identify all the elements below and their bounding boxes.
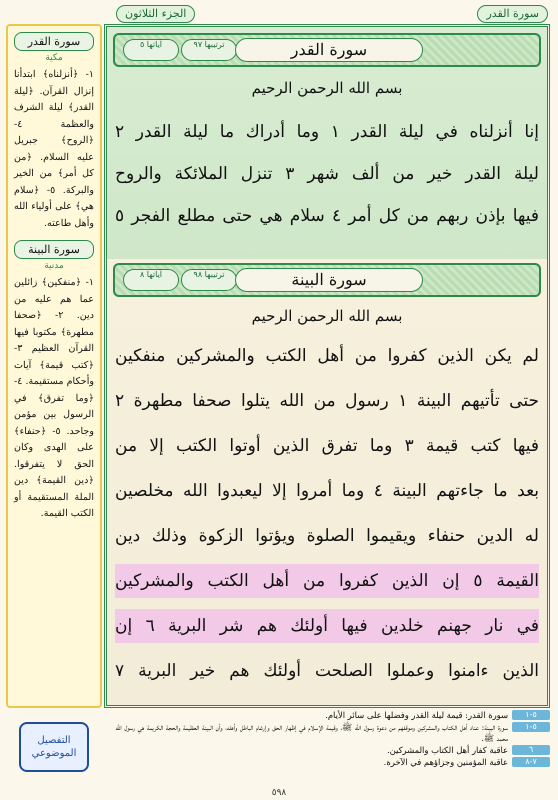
sidebar-surah-type: مدنية (44, 261, 64, 271)
footnote-text: سورة البينة: عناد أهل الكتاب والمشركين وموقفهم من دعوة رسول الله ﷺ، وقيمة الإسلام في إظهار الحق وإرغام الباطل وأهله، وأن البينة العظيمة والحجة الكريمة هي رسول الله محمد ﷺ. (115, 722, 508, 743)
footnote-item (108, 710, 550, 721)
topic-footnotes (4, 708, 554, 786)
verse-line: إنا أنزلناه في ليلة القدر ١ وما أدراك ما ليلة القدر ٢ (115, 122, 539, 142)
page-header (116, 4, 548, 24)
footnote-list (104, 708, 554, 786)
sidebar-tafsir-text: ١- ﴿منفكين﴾ زائلين عما هم عليه من دين. ٢- ﴿صحفا مطهرة﴾ مكتوبا فيها القرآن العظيم ٣- ﴿كتب قيمة﴾ آيات وأحكام مستقيمة. ٤- ﴿وما تفرق﴾ في الرسول بين مؤمن وجاحد. ٥- ﴿حنفاء﴾ على الهدى وكان الحق لا يتفرقوا. ﴿دين القيمة﴾ دين الملة المستقيمة أو الكتب القيمة. (14, 277, 94, 519)
footnote-text: عاقبة كفار أهل الكتاب والمشركين. (387, 745, 508, 755)
surah-order: ترتيبها ٩٨ (181, 269, 237, 291)
verse-line: فيها كتب قيمة ٣ وما تفرق الذين أوتوا الكتب إلا من (115, 436, 539, 456)
verse-line: بعد ما جاءتهم البينة ٤ وما أمروا إلا ليعبدوا الله مخلصين (115, 481, 539, 501)
badge-line: التفصيل (37, 735, 71, 746)
surah-ayah-count: آياتها ٨ (123, 269, 179, 291)
sidebar-surah-type: مكية (45, 53, 63, 63)
footnote-ref: ٧-٨ (512, 757, 550, 767)
juz-label: الجزء الثلاثون (116, 5, 195, 23)
sidebar-tafsir-text: ١- ﴿أنزلناه﴾ ابتدأنا إنزال القرآن. ﴿ليلة القدر﴾ ليلة الشرف والعظمة ٤- ﴿الروح﴾ جبريل عليه السلام. ﴿من كل أمر﴾ من الخير والبركة. ٥- ﴿سلام هي﴾ على أولياء الله وأهل طاعته. (14, 69, 94, 229)
footnote-ref: ٥-١ (512, 722, 550, 732)
surah-ayah-count: آياتها ٥ (123, 39, 179, 61)
sidebar-surah-title: سورة القدر (14, 32, 94, 51)
verse-line: له الدين حنفاء ويقيموا الصلوة ويؤتوا الزكوة وذلك دين (115, 526, 539, 546)
surah-banner (113, 263, 541, 297)
basmala: بسم الله الرحمن الرحيم (251, 79, 403, 97)
verse-line: القيمة ٥ إن الذين كفروا من أهل الكتب والمشركين (115, 564, 539, 598)
footnote-item (108, 757, 550, 768)
surah-header-label: سورة القدر (477, 5, 548, 23)
surah-banner (113, 33, 541, 67)
verse-line: في نار جهنم خلدين فيها أولئك هم شر البرية ٦ إن (115, 609, 539, 643)
tafsir-sidebar (6, 24, 102, 708)
surah-section-bayyinah (107, 259, 547, 705)
verse-line: فيها بإذن ربهم من كل أمر ٤ سلام هي حتى مطلع الفجر ٥ (115, 206, 539, 226)
surah-title: سورة القدر (235, 38, 423, 62)
verse-line: حتى تأتيهم البينة ١ رسول من الله يتلوا صحفا مطهرة ٢ (115, 391, 539, 411)
footnote-text: سورة القدر: قيمة ليلة القدر وفضلها على سائر الأيام. (325, 710, 508, 720)
footnote-item (108, 722, 550, 744)
footnote-ref: ٥-١ (512, 710, 550, 720)
surah-section-qadr (107, 27, 547, 259)
surah-order: ترتيبها ٩٧ (181, 39, 237, 61)
footnote-item (108, 745, 550, 756)
sidebar-surah-title: سورة البينة (14, 240, 94, 259)
quran-text-frame (104, 24, 550, 708)
footnote-text: عاقبة المؤمنين وجزاؤهم في الآخرة. (383, 757, 508, 767)
page-number: ٥٩٨ (271, 788, 287, 798)
surah-title: سورة البينة (235, 268, 423, 292)
topic-badge (4, 708, 104, 786)
verse-line: ليلة القدر خير من ألف شهر ٣ تنزل الملائكة والروح (115, 164, 539, 184)
footnote-ref: ٦ (512, 745, 550, 755)
verse-line: لم يكن الذين كفروا من أهل الكتب والمشركين منفكين (115, 346, 539, 366)
basmala: بسم الله الرحمن الرحيم (251, 307, 403, 325)
topic-badge-box (19, 722, 89, 772)
badge-line: الموضوعي (31, 748, 77, 759)
verse-line: الذين ءامنوا وعملوا الصلحت أولئك هم خير البرية ٧ (115, 661, 539, 681)
